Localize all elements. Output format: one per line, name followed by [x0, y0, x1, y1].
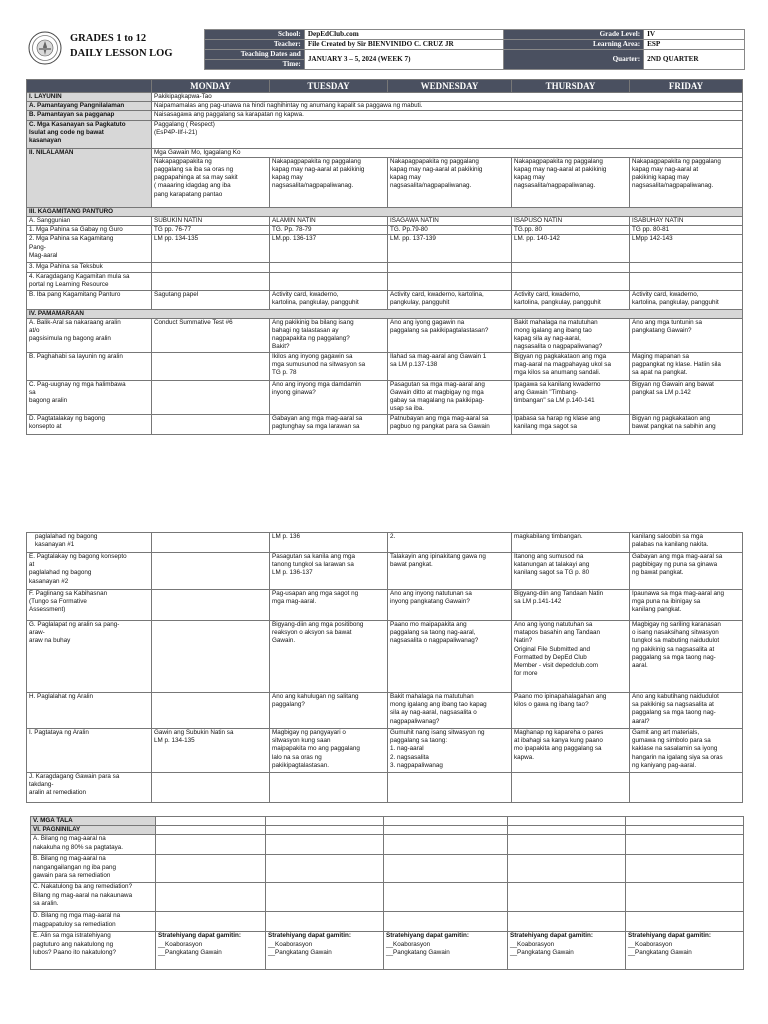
school-label: School:: [205, 30, 305, 40]
sanggunian-friday: ISABUHAY NATIN: [630, 217, 743, 226]
strategy-options: __Koaborasyon __Pangkatang Gawain: [386, 940, 450, 956]
row-label-paglinang: F. Paglinang sa Kabihasnan (Tungo sa Formative Assessment): [27, 590, 152, 621]
day-wednesday: WEDNESDAY: [388, 80, 512, 93]
pag-uugnay-wednesday: Pasagutan sa mga mag-aaral ang Gawain ditto at magbigay ng mga gabay sa magalang na pakikipag- usap sa iba.: [388, 380, 512, 414]
pagtatalakay-1-wednesday: Patnubayan ang mga mag-aaral sa pagbuo ng pangkat para sa Gawain: [388, 414, 512, 434]
paglalapat-tuesday: Bigyang-diin ang mga positibong reaksyon o aksyon sa bawat Gawain.: [270, 621, 388, 693]
section-kagamitang-panturo: III. KAGAMITANG PANTURO: [27, 207, 743, 216]
pagtataya-wednesday: Gumuhit nang isang sitwasyon ng paggalang sa taong: 1. nag-aaral 2. nagsasalita 3. nagpapaliwanag: [388, 729, 512, 773]
balik-aral-monday: Conduct Summative Test #6: [152, 318, 270, 352]
paglalapat-wednesday: Paano mo maipapakita ang paggalang sa taong nag-aaral, nagsasalita o nagpapaliwanag?: [388, 621, 512, 693]
pagtatalakay-1-cont-wednesday: 2.: [388, 533, 512, 553]
row-label-learning-resource: 4. Karagdagang Kagamitan mula sa portal ng Learning Resource: [27, 272, 152, 290]
dates-label-1: Teaching Dates and: [205, 50, 305, 60]
paglalahat-friday: Ano ang kabutihang naidudulot sa pakikinig sa nagsasalita at paggalang sa mga taong nag- aaral?: [630, 693, 743, 729]
row-label-paghahabi: B. Paghahabi sa layunin ng aralin: [27, 352, 152, 380]
nilalaman-thursday: Nakapagpapakita ng paggalang kapag may nag-aaral at pakikinig kapag may nagsasalita/nagpapaliwanag.: [512, 157, 630, 207]
kasanayan-value: Paggalang ( Respect) (EsP4P-IIf-i-21): [152, 120, 743, 148]
pagtalakay-2-thursday: Itanong ang sumusod na katanungan at talakayi ang kanilang sagot sa TG p. 80: [512, 553, 630, 590]
balik-aral-wednesday: Ano ang iyong gagawin na paggalang sa pakikipagtalastasan?: [388, 318, 512, 352]
grade-level-label: Grade Level:: [504, 30, 644, 40]
sanggunian-wednesday: ISAGAWA NATIN: [388, 217, 512, 226]
pag-uugnay-friday: Bigyan ng Gawain ang bawat pangkat sa LM p.142: [630, 380, 743, 414]
strategy-friday: [626, 932, 744, 970]
row-label-pag-uugnay: C. Pag-uugnay ng mga halimbawa sa bagong aralin: [27, 380, 152, 414]
strategy-title: Stratehiyang dapat gamitin:: [158, 932, 241, 940]
day-friday: FRIDAY: [630, 80, 743, 93]
dates-label-2: Time:: [205, 60, 305, 70]
pagtalakay-2-wednesday: Talakayin ang ipinakitang gawa ng bawat pangkat.: [388, 553, 512, 590]
strategy-wednesday: [384, 932, 508, 970]
section-layunin: I. LAYUNIN: [27, 93, 152, 102]
row-label-istratehiya: E. Alin sa mga istratehiyang pagtuturo ang nakatulong ng lubos? Paano ito nakatulong?: [31, 932, 156, 970]
pagtatalakay-1-cont-tuesday: LM p. 136: [270, 533, 388, 553]
form-title-dll: DAILY LESSON LOG: [70, 48, 173, 59]
pagtataya-monday: Gawin ang Subukin Natin sa LM p. 134-135: [152, 729, 270, 773]
strategy-title: Stratehiyang dapat gamitin:: [386, 932, 469, 940]
row-label-nakatulong-remediation: C. Nakatulong ba ang remediation? Bilang ng mag-aaral na nakaunawa sa aralin.: [31, 883, 156, 912]
paglalahat-tuesday: Ano ang kahulugan ng salitang paggalang?: [270, 693, 388, 729]
iba-monday: Sagutang papel: [152, 290, 270, 309]
paglalapat-thursday: Ano ang iyong natutuhan sa matapos basahin ang Tandaan Natin? Original File Submitted and Formatted by DepEd Club Member - visit depedclub.com for more: [512, 621, 630, 693]
header-info-table: [204, 29, 745, 70]
day-tuesday: TUESDAY: [270, 80, 388, 93]
reflection-table: [30, 816, 744, 970]
paglalahat-wednesday: Bakit mahalaga na matutuhan mong igalang ang ibang tao kapag sila ay nag-aaral, nagsasalita o nagpapaliwanag?: [388, 693, 512, 729]
iba-tuesday: Activity card, kwaderno, kartolina, pangkulay, pangguhit: [270, 290, 388, 309]
pagtatalakay-1-friday: Bigyan ng pagkakataon ang bawat pangkat na sabihin ang: [630, 414, 743, 434]
pagtatalakay-1-monday: [152, 414, 270, 434]
paglalapat-monday: [152, 621, 270, 693]
paghahabi-tuesday: Ikilos ang inyong gagawin sa mga sumusunod na sitwasyon sa TG p. 78: [270, 352, 388, 380]
pagtatalakay-1-cont-friday: kanilang saloobin sa mga palabas na kanilang nakita.: [630, 533, 743, 553]
paglinang-monday: [152, 590, 270, 621]
pagtataya-thursday: Maghanap ng kapareha o pares at ibahagi sa kanya kung paano mo ipapakita ang paggalang sa kapwa.: [512, 729, 630, 773]
day-thursday: THURSDAY: [512, 80, 630, 93]
row-label-paglalahat: H. Paglalahat ng Aralin: [27, 693, 152, 729]
lm-tuesday: LM.pp. 136-137: [270, 235, 388, 263]
strategy-options: __Koaborasyon __Pangkatang Gawain: [628, 940, 692, 956]
iba-thursday: Activity card, kwaderno, kartolina, pangkulay, pangguhit: [512, 290, 630, 309]
lesson-log-header: [26, 29, 744, 69]
iba-friday: Activity card, kwaderno, kartolina, pangkulay, pangguhit: [630, 290, 743, 309]
paghahabi-friday: Maging mapanan sa pagpangkat ng klase. Hatiin sila sa apat na pangkat.: [630, 352, 743, 380]
pamantayang-pangnilalaman-value: Naipamamalas ang pag-unawa na hindi naghihintay ng anumang kapalit sa paggawa ng mabuti.: [152, 102, 743, 111]
paglalahat-monday: [152, 693, 270, 729]
row-label-kasanayan: C. Mga Kasanayan sa Pagkatuto Isulat ang code ng bawat kasanayan: [27, 120, 152, 148]
quarter-value: 2ND QUARTER: [644, 50, 745, 70]
row-label-bilang-80: A. Bilang ng mag-aaral na nakakuha ng 80% sa pagtataya.: [31, 835, 156, 855]
strategy-options: __Koaborasyon __Pangkatang Gawain: [510, 940, 574, 956]
guro-friday: TG pp. 80-81: [630, 226, 743, 235]
guro-wednesday: TG. Pp.79-80: [388, 226, 512, 235]
guro-monday: TG pp. 76-77: [152, 226, 270, 235]
paglalahat-thursday: Paano mo ipinapahalagahan ang kilos o gawa ng ibang tao?: [512, 693, 630, 729]
paglinang-thursday: Bigyang-diin ang Tandaan Natin sa LM p.141-142: [512, 590, 630, 621]
pag-uugnay-tuesday: Ano ang inyong mga damdamin inyong ginawa?: [270, 380, 388, 414]
row-label-pamantayang-pangnilalaman: A. Pamantayang Pangnilalaman: [27, 102, 152, 111]
row-label-pagtatalakay-1-cont: paglalahad ng bagong kasanayan #1: [27, 533, 152, 553]
strategy-title: Stratehiyang dapat gamitin:: [268, 932, 351, 940]
lesson-table-page-2: [26, 532, 743, 803]
teacher-value: File Created by Sir BIENVINIDO C. CRUZ JR: [304, 40, 504, 50]
lm-friday: LMpp 142-143: [630, 235, 743, 263]
row-label-magpapatuloy: D. Bilang ng mga mag-aaral na magpapatuloy sa remediation: [31, 912, 156, 932]
row-label-kagamitang-mag-aaral: 2. Mga Pahina sa Kagamitang Pang- Mag-aaral: [27, 235, 152, 263]
pagtatalakay-1-tuesday: Gabayan ang mga mag-aaral sa pagtunghay sa mga larawan sa: [270, 414, 388, 434]
nilalaman-friday: Nakapagpapakita ng paggalang kapag may nag-aaral at pakikinig kapag may nagsasalita/nagpapaliwanag.: [630, 157, 743, 207]
pagtataya-tuesday: Magbigay ng pangyayari o sitwasyon kung saan maipapakita mo ang paggalang lalo na sa oras ng pakikipagtalastasan.: [270, 729, 388, 773]
sanggunian-thursday: ISAPUSO NATIN: [512, 217, 630, 226]
row-label-balik-aral: A. Balik-Aral sa nakaraang aralin at/o pagsisimula ng bagong aralin: [27, 318, 152, 352]
paglinang-wednesday: Ano ang inyong natutunan sa inyong pangkatang Gawain?: [388, 590, 512, 621]
strategy-title: Stratehiyang dapat gamitin:: [628, 932, 711, 940]
row-label-pagtataya: I. Pagtataya ng Aralin: [27, 729, 152, 773]
pagtataya-friday: Gamit ang art materials, gumawa ng simbolo para sa kaklase na sasalamin sa iyong hangarin na igalang siya sa oras ng kaniyang pag-aaral.: [630, 729, 743, 773]
guro-thursday: TG.pp. 80: [512, 226, 630, 235]
learning-area-label: Learning Area:: [504, 40, 644, 50]
balik-aral-tuesday: Ang pakikinig ba bilang isang bahagi ng talastasan ay nagpapakita ng paggalang? Bakit?: [270, 318, 388, 352]
pagtatalakay-1-thursday: Ipabasa sa harap ng klase ang kanilang mga sagot sa: [512, 414, 630, 434]
section-pagninilay: VI. PAGNINILAY: [31, 826, 156, 835]
iba-wednesday: Activity card, kwaderno, kartolina, pangkulay, pangguhit: [388, 290, 512, 309]
pagtalakay-2-friday: Gabayan ang mga mag-aaral sa pagbibigay ng puna sa ginawa ng bawat pangkat.: [630, 553, 743, 590]
paglalapat-friday: Magbigay ng sariling karanasan o isang nasaksihang sitwasyon tungkol sa mabuting naidudulot ng pakikinig sa nagsasalita at paggalang sa mga taong nag- aaral.: [630, 621, 743, 693]
paglinang-friday: Ipaunawa sa mga mag-aaral ang mga puna na ibinigay sa kanilang pangkat.: [630, 590, 743, 621]
paglinang-tuesday: Pag-usapan ang mga sagot ng mga mag-aaral.: [270, 590, 388, 621]
strategy-monday: [156, 932, 266, 970]
document-page-1: [0, 0, 768, 475]
quarter-label: Quarter:: [504, 50, 644, 70]
row-label-sanggunian: A. Sanggunian: [27, 217, 152, 226]
day-monday: MONDAY: [152, 80, 270, 93]
document-page-2: [0, 532, 768, 1024]
guro-tuesday: TG. Pp. 78-79: [270, 226, 388, 235]
deped-seal-icon: [28, 31, 62, 65]
pag-uugnay-monday: [152, 380, 270, 414]
pagtatalakay-1-cont-monday: [152, 533, 270, 553]
dates-value: JANUARY 3 – 5, 2024 (WEEK 7): [304, 50, 504, 70]
strategy-options: __Koaborasyon __Pangkatang Gawain: [158, 940, 222, 956]
strategy-title: Stratehiyang dapat gamitin:: [510, 932, 593, 940]
section-nilalaman: II. NILALAMAN: [27, 148, 152, 207]
lm-thursday: LM. pp. 140-142: [512, 235, 630, 263]
strategy-options: __Koaborasyon __Pangkatang Gawain: [268, 940, 332, 956]
grade-level-value: IV: [644, 30, 745, 40]
paghahabi-wednesday: Ilahad sa mag-aaral ang Gawain 1 sa LM p.137-138: [388, 352, 512, 380]
corner-cell: [27, 80, 152, 93]
layunin-value: Pakikipagkapwa-Tao: [152, 93, 743, 102]
row-label-pamantayan-pagganap: B. Pamantayan sa pagganap: [27, 111, 152, 120]
row-label-bilang-remediation: B. Bilang ng mag-aaral na nangangailangan ng iba pang gawain para sa remediation: [31, 855, 156, 883]
nilalaman-value: Mga Gawain Mo, Igagalang Ko: [152, 148, 743, 157]
section-pamamaraan: IV. PAMAMARAAN: [27, 309, 743, 318]
row-label-paglalapat: G. Paglalapat ng aralin sa pang- araw- araw na buhay: [27, 621, 152, 693]
row-label-gabay-guro: 1. Mga Pahina sa Gabay ng Guro: [27, 226, 152, 235]
paghahabi-thursday: Bigyan ng pagkakataon ang mga mag-aaral na magpahayag ukol sa mga kilos sa anumang sandali.: [512, 352, 630, 380]
row-label-karagdagang-gawain: J. Karagdagang Gawain para sa takdang- aralin at remediation: [27, 773, 152, 803]
pagtalakay-2-tuesday: Pasagutan sa kanila ang mga tanong tungkol sa larawan sa LM p. 136-137: [270, 553, 388, 590]
lesson-table-page-1: [26, 79, 743, 435]
pagtatalakay-1-cont-thursday: magkabilang timbangan.: [512, 533, 630, 553]
school-value: DepEdClub.com: [304, 30, 504, 40]
sanggunian-monday: SUBUKIN NATIN: [152, 217, 270, 226]
paghahabi-monday: [152, 352, 270, 380]
form-title-grades: GRADES 1 to 12: [70, 33, 147, 44]
balik-aral-thursday: Bakit mahalaga na matutuhan mong igalang ang ibang tao kapag sila ay nag-aaral, nagsasalita o nagpapaliwanag?: [512, 318, 630, 352]
pag-uugnay-thursday: Ipagawa sa kanilang kwaderno ang Gawain "Timbang- timbangan" sa LM p.140-141: [512, 380, 630, 414]
strategy-thursday: [508, 932, 626, 970]
lm-monday: LM pp. 134-135: [152, 235, 270, 263]
pamantayan-pagganap-value: Naisasagawa ang paggalang sa karapatan ng kapwa.: [152, 111, 743, 120]
sanggunian-tuesday: ALAMIN NATIN: [270, 217, 388, 226]
nilalaman-wednesday: Nakapagpapakita ng paggalang kapag may nag-aaral at pakikinig kapag may nagsasalita/nagpapaliwanag.: [388, 157, 512, 207]
nilalaman-monday: Nakapagpapakita ng paggalang sa iba sa oras ng pagpapahinga at sa may sakit ( maaaring idagdag ang iba pang karapatang pantao: [152, 157, 270, 207]
row-label-iba-pang-kagamitan: B. Iba pang Kagamitang Panturo: [27, 290, 152, 309]
row-label-pagtatalakay-1: D. Pagtatalakay ng bagong konsepto at: [27, 414, 152, 434]
row-label-pagtalakay-2: E. Pagtalakay ng bagong konsepto at paglalahad ng bagong kasanayan #2: [27, 553, 152, 590]
row-label-teksbuk: 3. Mga Pahina sa Teksbuk: [27, 263, 152, 272]
lm-wednesday: LM. pp. 137-139: [388, 235, 512, 263]
nilalaman-tuesday: Nakapagpapakita ng paggalang kapag may nag-aaral at pakikinig kapag may nagsasalita/nagpapaliwanag.: [270, 157, 388, 207]
pagtalakay-2-monday: [152, 553, 270, 590]
section-mga-tala: V. MGA TALA: [31, 817, 156, 826]
learning-area-value: ESP: [644, 40, 745, 50]
strategy-tuesday: [266, 932, 384, 970]
balik-aral-friday: Ano ang mga tuntunin sa pangkatang Gawain?: [630, 318, 743, 352]
teacher-label: Teacher:: [205, 40, 305, 50]
